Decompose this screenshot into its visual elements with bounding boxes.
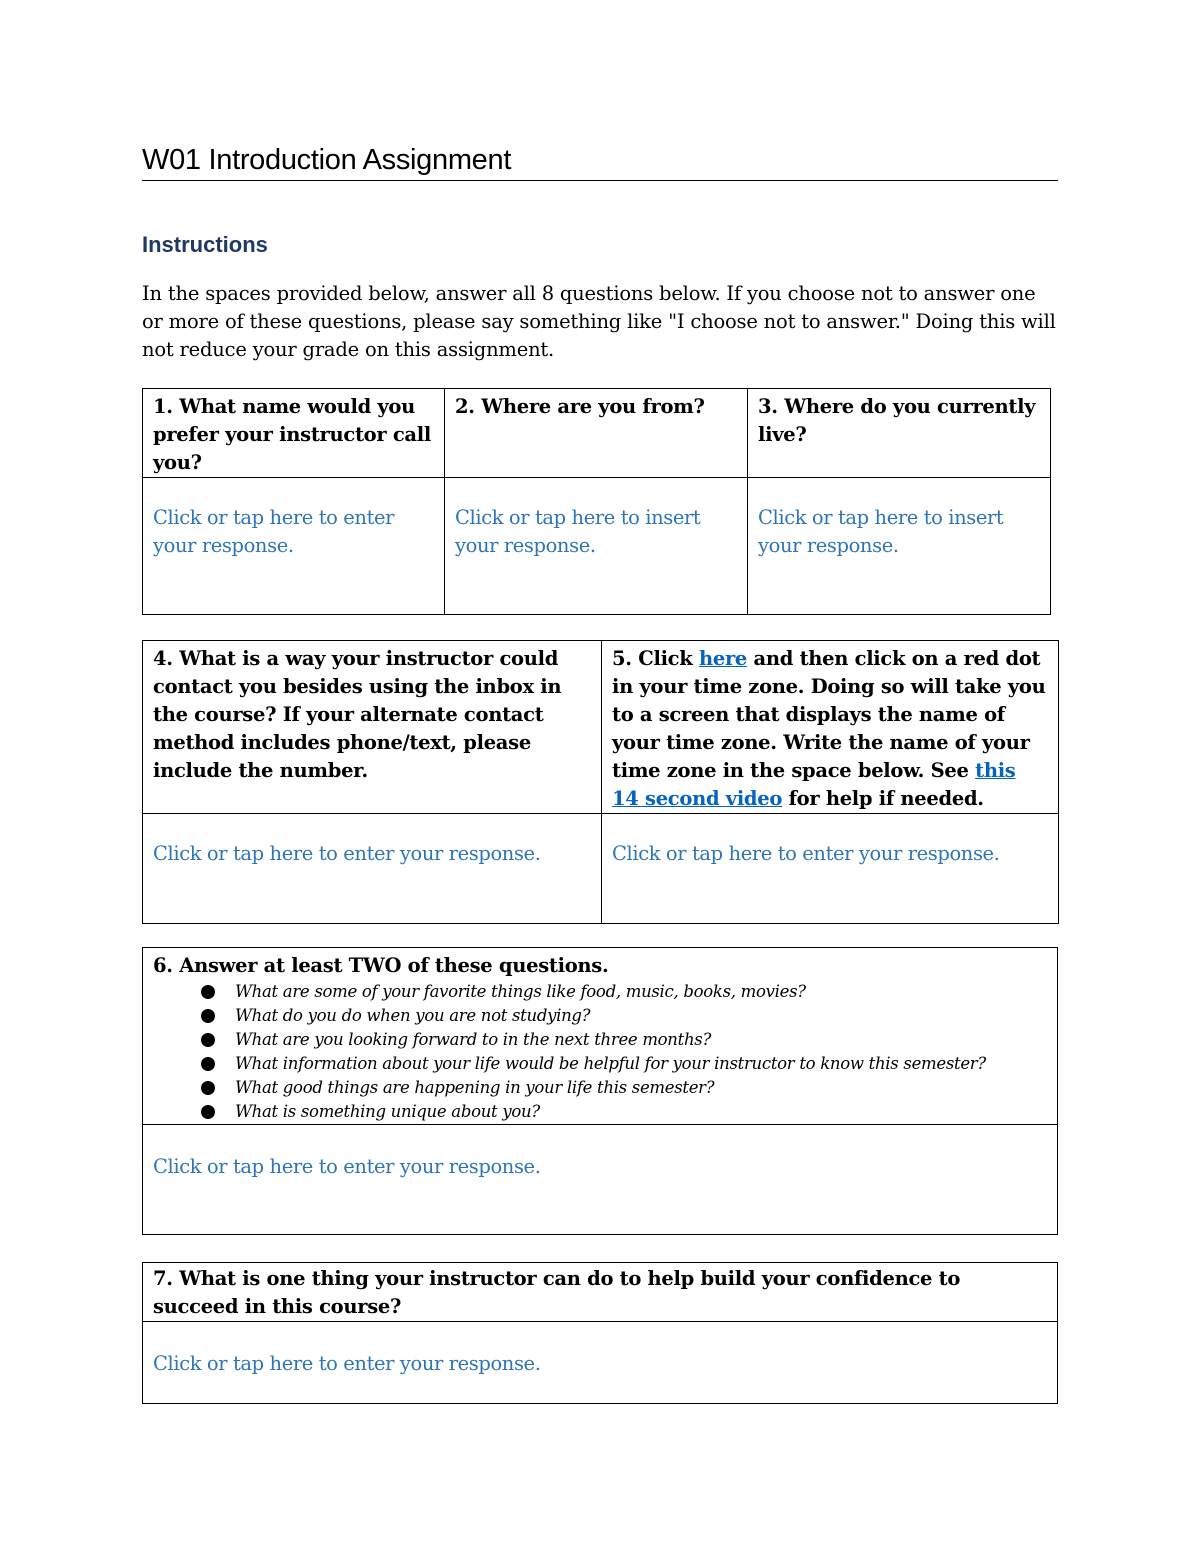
list-item [153, 1076, 1047, 1100]
bullet-icon [201, 985, 215, 999]
question-3-cell [748, 389, 1051, 478]
bullet-text: What are some of your favorite things like food, music, books, movies? [235, 982, 806, 1001]
list-item [153, 1028, 1047, 1052]
help-video-link[interactable]: this 14 second video [612, 759, 1016, 810]
list-item [153, 1004, 1047, 1028]
instructions-paragraph: In the spaces provided below, answer all 8 questions below. If you choose not to answer one or more of these questions, please say something like "I choose not to answer." Doing this will not reduce your grade on this assignment. [142, 282, 1056, 361]
question-6: 6. Answer at least TWO of these questions. [153, 954, 609, 977]
question-2-cell [445, 389, 748, 478]
instructions-heading: Instructions [142, 232, 268, 257]
response-2-placeholder[interactable]: Click or tap here to insert your response. [455, 506, 701, 557]
question-5-text-a: 5. Click [612, 647, 699, 670]
bullet-icon [201, 1057, 215, 1071]
response-5-placeholder[interactable]: Click or tap here to enter your response. [612, 842, 1000, 865]
response-3-field[interactable] [748, 478, 1051, 615]
question-5-text-c: for help if needed. [782, 787, 984, 810]
question-5 [612, 641, 1048, 813]
question-4: 4. What is a way your instructor could contact you besides using the inbox in the course? If your alternate contact method includes phone/text, please include the number. [153, 647, 562, 782]
question-5-cell [602, 641, 1059, 814]
bullet-text: What do you do when you are not studying? [235, 1006, 591, 1025]
question-7-cell [143, 1263, 1058, 1322]
question-6-cell [143, 948, 1058, 1125]
bullet-icon [201, 1009, 215, 1023]
response-6-placeholder[interactable]: Click or tap here to enter your response. [153, 1155, 541, 1178]
bullet-text: What are you looking forward to in the next three months? [235, 1030, 711, 1049]
bullet-icon [201, 1105, 215, 1119]
response-7-field[interactable] [143, 1322, 1058, 1404]
bullet-icon [201, 1033, 215, 1047]
question-6-table [142, 947, 1058, 1235]
response-4-field[interactable] [143, 814, 602, 924]
page-title: W01 Introduction Assignment [142, 142, 1058, 181]
time-zone-map-link[interactable]: here [698, 647, 748, 670]
bullet-icon [201, 1081, 215, 1095]
response-4-placeholder[interactable]: Click or tap here to enter your response. [153, 842, 541, 865]
bullet-text: What good things are happening in your life this semester? [235, 1078, 715, 1097]
list-item [153, 1052, 1047, 1076]
questions-1-3-table [142, 388, 1051, 615]
response-1-field[interactable] [143, 478, 445, 615]
question-1-cell [143, 389, 445, 478]
response-3-placeholder[interactable]: Click or tap here to insert your response. [758, 506, 1004, 557]
question-5-text-b: and then click on a red dot in your time zone. Doing so will take you to a screen that displays the name of your time zone. Write the name of your time zone in the space below. See [612, 647, 1046, 782]
question-6-bullet-list [153, 980, 1047, 1124]
response-7-placeholder[interactable]: Click or tap here to enter your response. [153, 1352, 541, 1375]
bullet-text: What information about your life would be helpful for your instructor to know this semester? [235, 1054, 986, 1073]
bullet-text: What is something unique about you? [235, 1102, 540, 1121]
response-6-field[interactable] [143, 1125, 1058, 1235]
question-2: 2. Where are you from? [455, 395, 705, 418]
response-5-field[interactable] [602, 814, 1059, 924]
question-7-table [142, 1262, 1058, 1404]
questions-4-5-table [142, 640, 1059, 924]
response-1-placeholder[interactable]: Click or tap here to enter your response. [153, 506, 395, 557]
list-item [153, 980, 1047, 1004]
question-7: 7. What is one thing your instructor can do to help build your confidence to succeed in this course? [153, 1267, 961, 1318]
list-item [153, 1100, 1047, 1124]
question-4-cell [143, 641, 602, 814]
question-1: 1. What name would you prefer your instructor call you? [153, 395, 431, 474]
response-2-field[interactable] [445, 478, 748, 615]
question-3: 3. Where do you currently live? [758, 395, 1036, 446]
